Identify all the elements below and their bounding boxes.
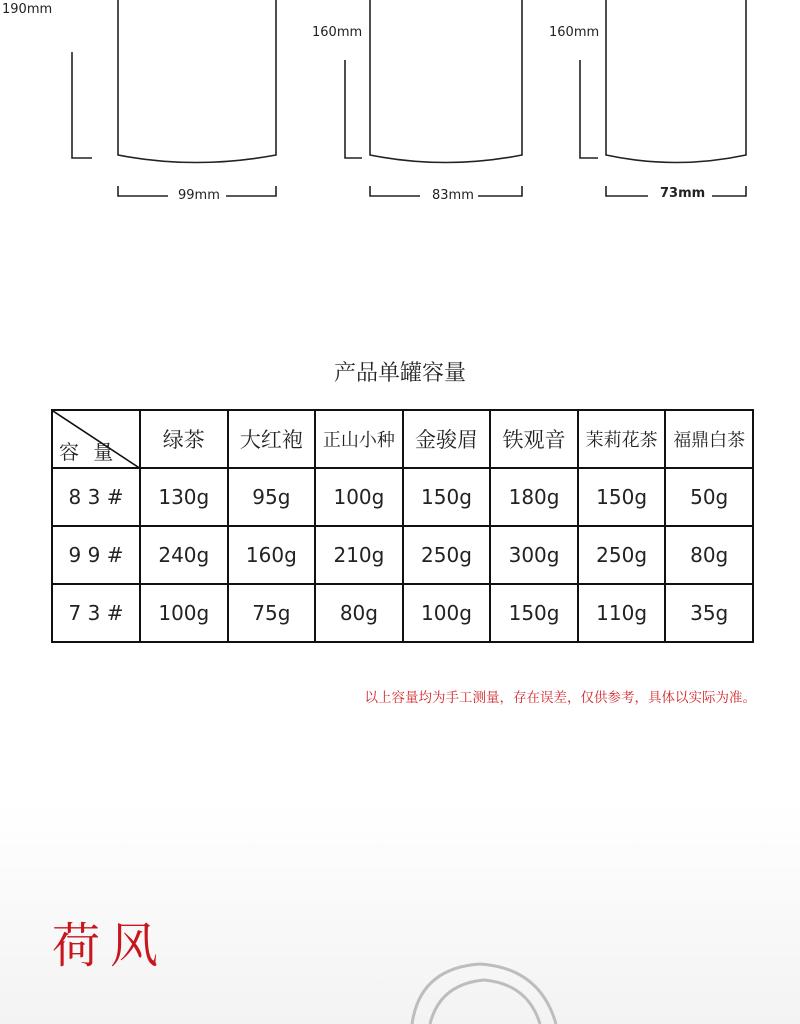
brand-name: 荷风 <box>52 918 169 974</box>
jar3-width-label: 73mm <box>660 186 706 201</box>
table-cell: 100g <box>315 468 403 526</box>
table-cell: 130g <box>140 468 228 526</box>
column-header: 金骏眉 <box>403 410 491 468</box>
corner-cell <box>52 410 140 468</box>
table-cell: 100g <box>403 584 491 642</box>
row-label: 9 9 # <box>52 526 140 584</box>
jar1-height-label: 190mm <box>2 2 53 17</box>
column-header: 正山小种 <box>315 410 403 468</box>
row-label: 7 3 # <box>52 584 140 642</box>
column-header: 绿茶 <box>140 410 228 468</box>
table-row <box>52 526 753 584</box>
row-label: 8 3 # <box>52 468 140 526</box>
table-row <box>52 468 753 526</box>
table-cell: 150g <box>490 584 578 642</box>
table-header-row <box>52 410 753 468</box>
table-cell: 80g <box>665 526 753 584</box>
jar2-width-label: 83mm <box>432 188 474 203</box>
jar3-height-label: 160mm <box>549 25 600 40</box>
column-header: 大红袍 <box>228 410 316 468</box>
table-cell: 250g <box>578 526 666 584</box>
table-cell: 35g <box>665 584 753 642</box>
column-header: 茉莉花茶 <box>578 410 666 468</box>
table-cell: 50g <box>665 468 753 526</box>
table-cell: 240g <box>140 526 228 584</box>
table-cell: 75g <box>228 584 316 642</box>
table-cell: 80g <box>315 584 403 642</box>
capacity-table <box>51 409 754 643</box>
jar1-width-label: 99mm <box>178 188 220 203</box>
column-header: 铁观音 <box>490 410 578 468</box>
jar2-height-label: 160mm <box>312 25 363 40</box>
table-row <box>52 584 753 642</box>
disclaimer-note: 以上容量均为手工测量，存在误差，仅供参考，具体以实际为准。 <box>364 690 756 706</box>
table-cell: 300g <box>490 526 578 584</box>
table-cell: 210g <box>315 526 403 584</box>
table-cell: 100g <box>140 584 228 642</box>
table-cell: 110g <box>578 584 666 642</box>
table-cell: 95g <box>228 468 316 526</box>
table-cell: 160g <box>228 526 316 584</box>
column-header: 福鼎白茶 <box>665 410 753 468</box>
table-cell: 150g <box>578 468 666 526</box>
table-cell: 250g <box>403 526 491 584</box>
bag-handle-icon <box>400 958 570 1024</box>
corner-label: 容 量 <box>59 440 118 464</box>
table-cell: 180g <box>490 468 578 526</box>
table-cell: 150g <box>403 468 491 526</box>
capacity-title: 产品单罐容量 <box>333 361 466 386</box>
